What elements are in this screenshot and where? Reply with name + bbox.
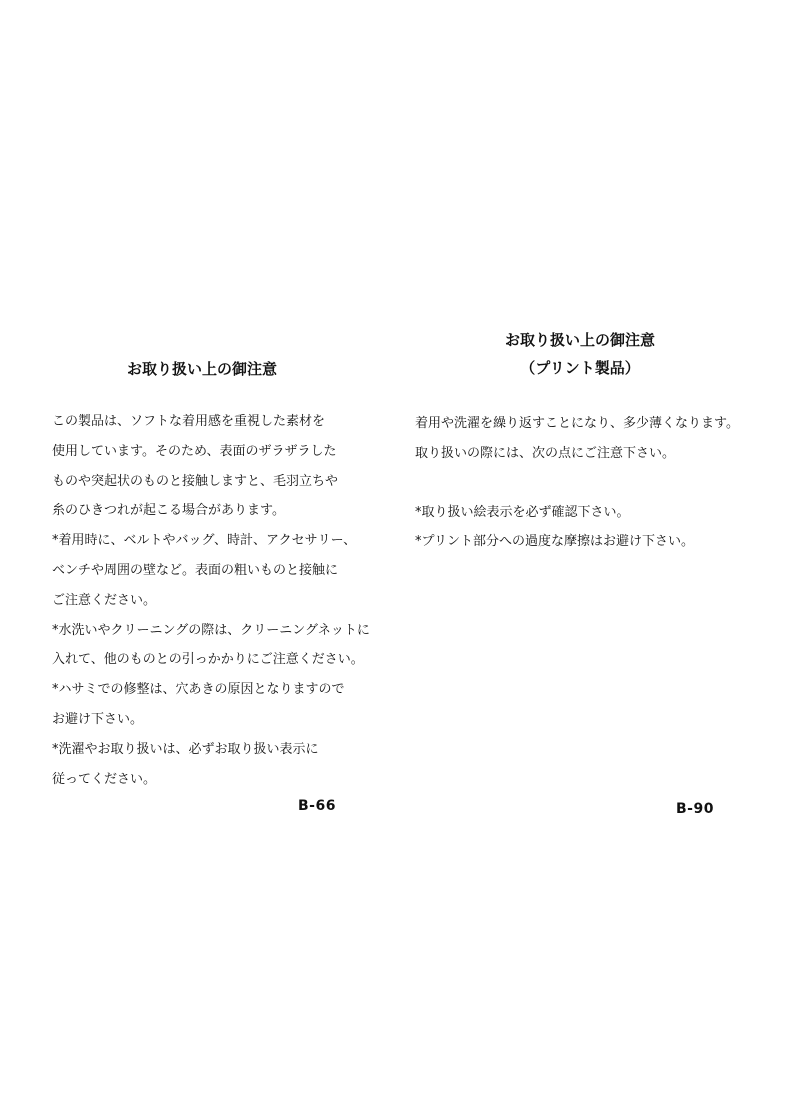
right-notice-title: お取り扱い上の御注意 bbox=[504, 331, 655, 349]
right-care-notice bbox=[415, 326, 760, 557]
left-page-code: B-66 bbox=[298, 798, 336, 814]
left-notice-title: お取り扱い上の御注意 bbox=[126, 360, 277, 378]
left-notice-line: *水洗いやクリーニングの際は、クリーニングネットに bbox=[52, 622, 370, 638]
left-notice-line: 入れて、他のものとの引っかかりにご注意ください。 bbox=[52, 652, 364, 668]
left-notice-line: 糸のひきつれが起こる場合があります。 bbox=[52, 503, 285, 519]
right-page-code: B-90 bbox=[676, 801, 714, 817]
right-notice-line: 着用や洗濯を繰り返すことになり、多少薄くなります。 bbox=[415, 416, 739, 431]
left-care-notice bbox=[52, 355, 370, 794]
right-notice-spacer bbox=[415, 469, 760, 498]
right-notice-body bbox=[415, 409, 760, 557]
left-notice-line: 従ってください。 bbox=[52, 771, 157, 787]
right-notice-line: *取り扱い絵表示を必ず確認下さい。 bbox=[415, 504, 630, 520]
left-notice-line: ベンチや周囲の壁など。表面の粗いものと接触に bbox=[52, 562, 339, 578]
left-notice-line: お避け下さい。 bbox=[52, 711, 144, 727]
left-notice-line: *ハサミでの修整は、穴あきの原因となりますので bbox=[52, 682, 345, 698]
right-notice-line: *プリント部分への過度な摩擦はお避け下さい。 bbox=[415, 534, 694, 550]
left-notice-line: ご注意ください。 bbox=[52, 592, 157, 608]
left-notice-line: 使用しています。そのため、表面のザラザラした bbox=[52, 443, 337, 459]
left-notice-line: *洗濯やお取り扱いは、必ずお取り扱い表示に bbox=[52, 741, 319, 757]
left-notice-line: この製品は、ソフトな着用感を重視した素材を bbox=[52, 414, 326, 429]
right-notice-subtitle: （プリント製品） bbox=[520, 359, 640, 377]
left-notice-body bbox=[52, 407, 370, 794]
left-notice-line: *着用時に、ベルトやバッグ、時計、アクセサリー、 bbox=[52, 533, 357, 549]
left-notice-line: ものや突起状のものと接触しますと、毛羽立ちや bbox=[52, 473, 339, 489]
right-notice-line: 取り扱いの際には、次の点にご注意下さい。 bbox=[415, 445, 676, 461]
